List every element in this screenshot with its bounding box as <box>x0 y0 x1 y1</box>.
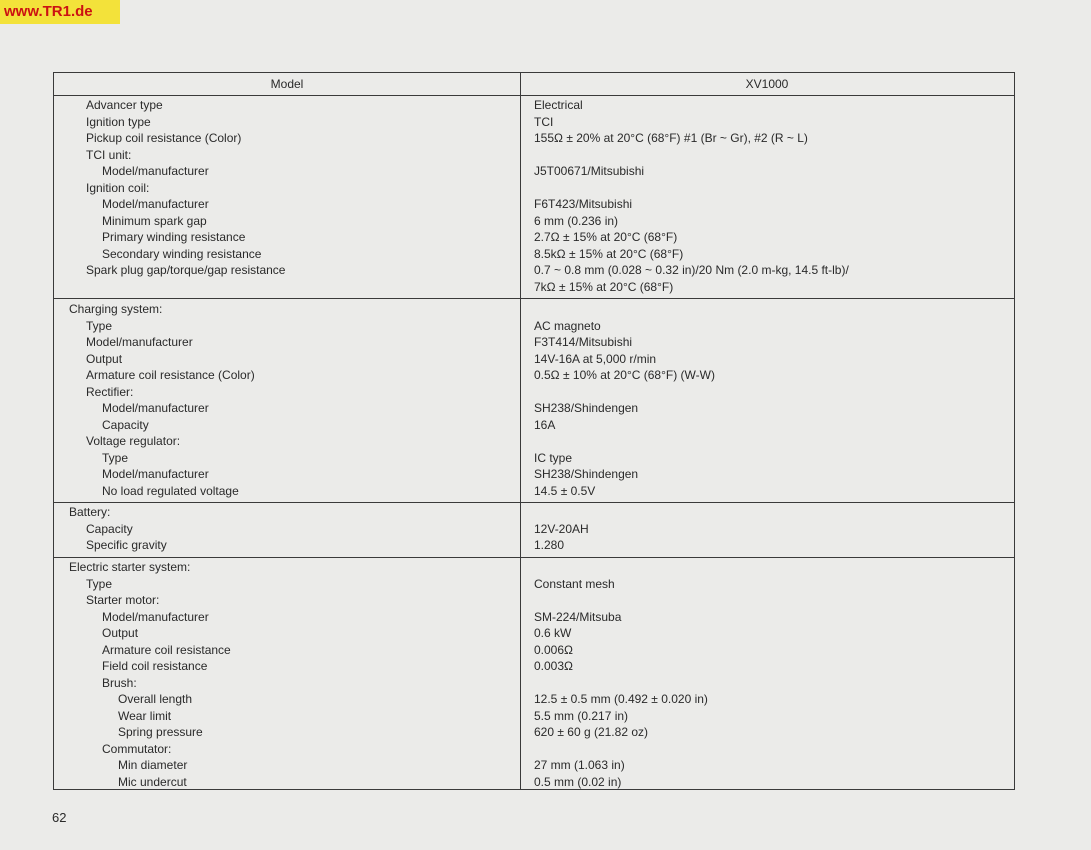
row-label: Electric starter system: <box>69 560 191 574</box>
row-value: 14.5 ± 0.5V <box>534 483 596 498</box>
table-row <box>54 559 1014 576</box>
table-row <box>54 466 1014 483</box>
row-label: Model/manufacturer <box>102 164 209 178</box>
row-label: TCI unit: <box>86 147 132 162</box>
table-header <box>54 73 1014 96</box>
row-value: 27 mm (1.063 in) <box>534 758 625 772</box>
row-value: 620 ± 60 g (21.82 oz) <box>534 725 648 739</box>
row-label: Armature coil resistance <box>102 642 231 657</box>
row-value: 8.5kΩ ± 15% at 20°C (68°F) <box>534 246 684 261</box>
row-label: No load regulated voltage <box>102 483 239 498</box>
table-row <box>54 537 1014 554</box>
row-label: Type <box>86 318 113 333</box>
table-row <box>54 301 1014 318</box>
table-row <box>54 592 1014 609</box>
table-row <box>54 675 1014 692</box>
table-section <box>54 557 1014 791</box>
table-row <box>54 658 1014 675</box>
row-value: SH238/Shindengen <box>534 401 639 415</box>
table-row <box>54 97 1014 114</box>
row-value: IC type <box>534 450 573 465</box>
row-label: Output <box>86 351 123 366</box>
row-label: Ignition coil: <box>86 180 150 195</box>
table-section <box>54 95 1014 299</box>
table-section <box>54 298 1014 503</box>
row-label: Primary winding resistance <box>102 230 246 244</box>
row-label: Battery: <box>69 505 111 519</box>
row-label: Model/manufacturer <box>102 609 209 624</box>
header-model: Model <box>270 77 304 91</box>
row-value: 16A <box>534 417 556 432</box>
table-row <box>54 609 1014 626</box>
table-row <box>54 334 1014 351</box>
row-label: Model/manufacturer <box>86 335 193 349</box>
table-row <box>54 691 1014 708</box>
table-row <box>54 774 1014 791</box>
row-value: 12.5 ± 0.5 mm (0.492 ± 0.020 in) <box>534 692 708 706</box>
row-value: Constant mesh <box>534 576 615 591</box>
table-row <box>54 724 1014 741</box>
table-row <box>54 433 1014 450</box>
row-label: Overall length <box>118 692 193 706</box>
row-value: TCI <box>534 114 554 129</box>
row-value: 0.6 kW <box>534 626 572 640</box>
table-row <box>54 351 1014 368</box>
row-value: J5T00671/Mitsubishi <box>534 164 645 178</box>
table-row <box>54 757 1014 774</box>
table-row <box>54 642 1014 659</box>
row-value: AC magneto <box>534 318 601 333</box>
page-number: 62 <box>52 810 67 825</box>
table-row <box>54 400 1014 417</box>
row-value: 0.006Ω <box>534 642 573 657</box>
row-label: Minimum spark gap <box>102 213 207 228</box>
row-label: Ignition type <box>86 114 151 129</box>
row-label: Model/manufacturer <box>102 197 209 211</box>
row-label: Spark plug gap/torque/gap resistance <box>86 263 286 277</box>
watermark-logo: www.TR1.de <box>0 0 120 24</box>
row-value: 5.5 mm (0.217 in) <box>534 708 629 723</box>
row-value: 0.7 ~ 0.8 mm (0.028 ~ 0.32 in)/20 Nm (2.0 m-kg, 14.5 ft-lb)/ <box>534 263 849 277</box>
row-label: Spring pressure <box>118 725 203 739</box>
table-row <box>54 196 1014 213</box>
table-row <box>54 521 1014 538</box>
row-value: 6 mm (0.236 in) <box>534 213 619 228</box>
table-row <box>54 130 1014 147</box>
table-row <box>54 625 1014 642</box>
row-value: F6T423/Mitsubishi <box>534 197 633 211</box>
table-row <box>54 576 1014 593</box>
row-label: Capacity <box>86 521 133 536</box>
row-value: 155Ω ± 20% at 20°C (68°F) #1 (Br ~ Gr), #2 (R ~ L) <box>534 131 808 145</box>
table-row <box>54 229 1014 246</box>
header-xv1000: XV1000 <box>745 77 789 91</box>
row-label: Advancer type <box>86 98 163 112</box>
row-label: Specific gravity <box>86 538 167 552</box>
table-row <box>54 262 1014 279</box>
table-row <box>54 163 1014 180</box>
row-label: Rectifier: <box>86 384 134 399</box>
table-row <box>54 384 1014 401</box>
row-label: Secondary winding resistance <box>102 246 262 261</box>
row-value: F3T414/Mitsubishi <box>534 335 633 349</box>
row-label: Pickup coil resistance (Color) <box>86 131 242 145</box>
table-section <box>54 502 1014 558</box>
row-value: 7kΩ ± 15% at 20°C (68°F) <box>534 279 674 294</box>
table-row <box>54 180 1014 197</box>
row-value: SH238/Shindengen <box>534 467 639 481</box>
row-label: Wear limit <box>118 708 172 723</box>
row-value: 1.280 <box>534 538 565 552</box>
row-value: 14V-16A at 5,000 r/min <box>534 351 657 366</box>
row-label: Field coil resistance <box>102 659 208 673</box>
table-row <box>54 483 1014 500</box>
row-value: 0.5 mm (0.02 in) <box>534 774 622 789</box>
row-label: Commutator: <box>102 741 172 756</box>
table-row <box>54 417 1014 434</box>
spec-table <box>53 72 1015 790</box>
table-row <box>54 246 1014 263</box>
row-value: SM-224/Mitsuba <box>534 609 622 624</box>
row-label: Mic undercut <box>118 774 187 789</box>
row-value: 12V-20AH <box>534 521 589 536</box>
row-label: Min diameter <box>118 758 188 772</box>
row-value: 2.7Ω ± 15% at 20°C (68°F) <box>534 230 678 244</box>
table-row <box>54 708 1014 725</box>
row-label: Model/manufacturer <box>102 401 209 415</box>
table-row <box>54 367 1014 384</box>
row-value: 0.003Ω <box>534 659 573 673</box>
row-label: Armature coil resistance (Color) <box>86 368 255 382</box>
table-row <box>54 504 1014 521</box>
table-row <box>54 279 1014 296</box>
table-row <box>54 114 1014 131</box>
row-label: Voltage regulator: <box>86 434 181 448</box>
row-label: Type <box>102 450 129 465</box>
table-row <box>54 213 1014 230</box>
row-label: Output <box>102 626 139 640</box>
row-label: Type <box>86 576 113 591</box>
row-label: Starter motor: <box>86 593 160 607</box>
table-row <box>54 318 1014 335</box>
row-label: Charging system: <box>69 302 163 316</box>
row-label: Capacity <box>102 417 149 432</box>
table-row <box>54 450 1014 467</box>
row-label: Model/manufacturer <box>102 467 209 481</box>
row-label: Brush: <box>102 675 137 690</box>
table-row <box>54 147 1014 164</box>
row-value: 0.5Ω ± 10% at 20°C (68°F) (W-W) <box>534 368 715 382</box>
table-row <box>54 741 1014 758</box>
row-value: Electrical <box>534 98 583 112</box>
